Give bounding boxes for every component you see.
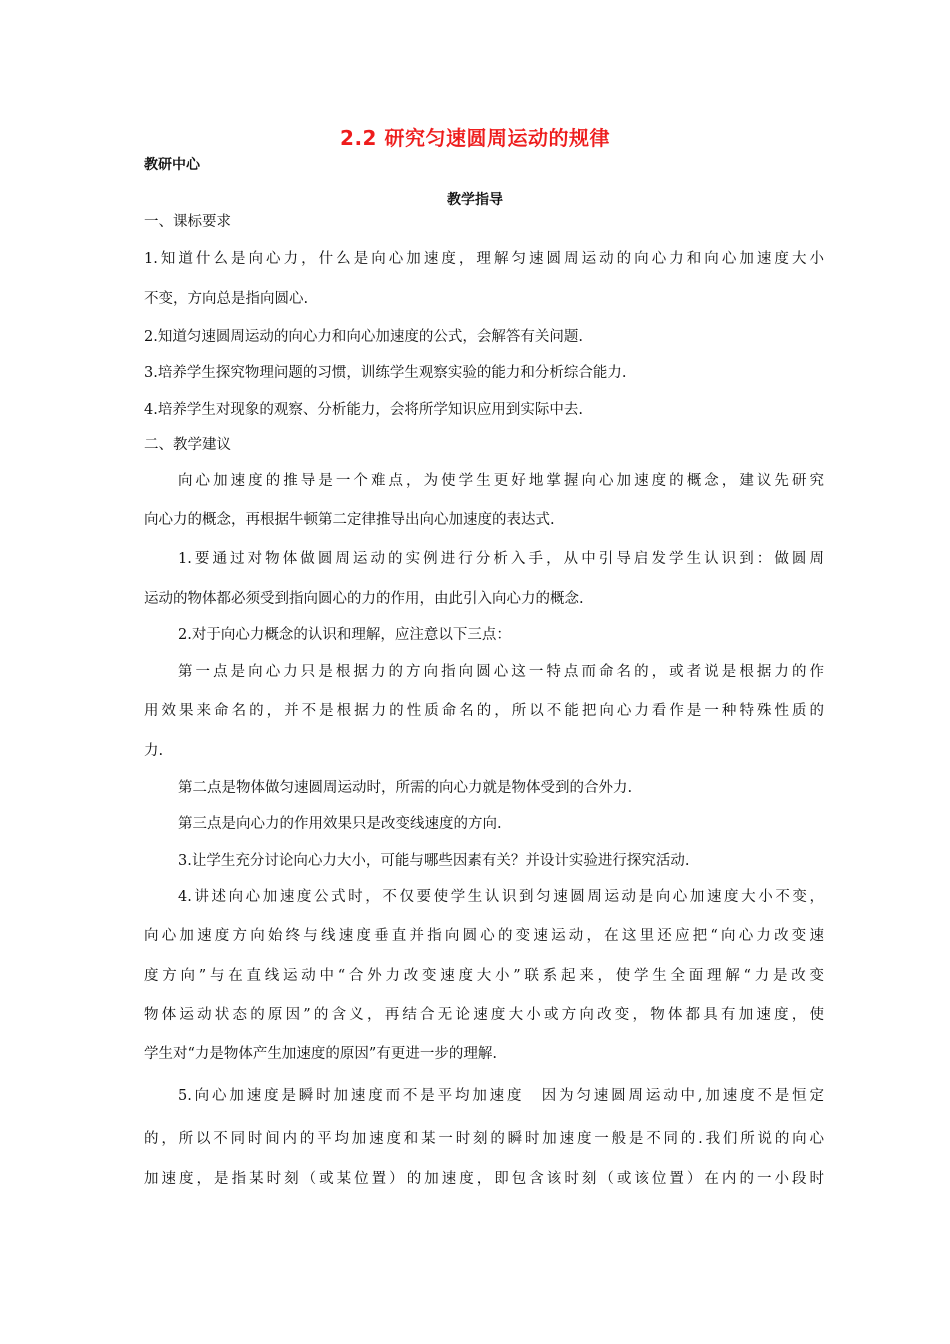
page-title: 2.2 研究匀速圆周运动的规律 — [340, 126, 610, 150]
body-line: 向心加速度方向始终与线速度垂直并指向圆心的变速运动，在这里还应把“向心力改变速 — [144, 928, 824, 944]
body-line: 向心加速度的推导是一个难点，为使学生更好地掌握向心加速度的概念，建议先研究 — [178, 473, 824, 489]
body-line: 第三点是向心力的作用效果只是改变线速度的方向. — [178, 816, 502, 832]
body-line: 2.对于向心力概念的认识和理解，应注意以下三点： — [178, 627, 511, 643]
body-line: 第二点是物体做匀速圆周运动时，所需的向心力就是物体受到的合外力. — [178, 780, 633, 796]
body-line: 不变，方向总是指向圆心. — [144, 291, 309, 307]
heading-curriculum: 一、课标要求 — [144, 214, 231, 230]
body-line: 3.让学生充分讨论向心力大小，可能与哪些因素有关？并设计实验进行探究活动. — [178, 853, 690, 869]
body-line: 4.讲述向心加速度公式时，不仅要使学生认识到匀速圆周运动是向心加速度大小不变， — [178, 889, 824, 905]
body-line: 5.向心加速度是瞬时加速度而不是平均加速度 因为匀速圆周运动中,加速度不是恒定 — [178, 1088, 824, 1104]
body-line: 运动的物体都必须受到指向圆心的力的作用，由此引入向心力的概念. — [144, 591, 584, 607]
body-line: 加速度，是指某时刻（或某位置）的加速度，即包含该时刻（或该位置）在内的一小段时 — [144, 1171, 824, 1187]
body-line: 第一点是向心力只是根据力的方向指向圆心这一特点而命名的，或者说是根据力的作 — [178, 664, 824, 680]
body-line: 用效果来命名的，并不是根据力的性质命名的，所以不能把向心力看作是一种特殊性质的 — [144, 703, 824, 719]
body-line: 1.要通过对物体做圆周运动的实例进行分析入手，从中引导启发学生认识到：做圆周 — [178, 551, 824, 567]
body-line: 1.知道什么是向心力，什么是向心加速度，理解匀速圆周运动的向心力和向心加速度大小 — [144, 251, 824, 267]
body-line: 的，所以不同时间内的平均加速度和某一时刻的瞬时加速度一般是不同的.我们所说的向心 — [144, 1131, 824, 1147]
body-line: 2.知道匀速圆周运动的向心力和向心加速度的公式，会解答有关问题. — [144, 329, 583, 345]
body-line: 力. — [144, 743, 164, 759]
body-line: 物体运动状态的原因”的含义，再结合无论速度大小或方向改变，物体都具有加速度，使 — [144, 1007, 824, 1023]
body-line: 3.培养学生探究物理问题的习惯，训练学生观察实验的能力和分析综合能力. — [144, 365, 627, 381]
author-label: 教研中心 — [144, 157, 200, 173]
body-line: 学生对“力是物体产生加速度的原因”有更进一步的理解. — [144, 1046, 497, 1062]
body-line: 度方向”与在直线运动中“合外力改变速度大小”联系起来，使学生全面理解“力是改变 — [144, 968, 824, 984]
body-line: 向心力的概念，再根据牛顿第二定律推导出向心加速度的表达式. — [144, 512, 555, 528]
body-line: 4.培养学生对现象的观察、分析能力，会将所学知识应用到实际中去. — [144, 402, 583, 418]
section-title: 教学指导 — [447, 192, 503, 208]
heading-suggestions: 二、教学建议 — [144, 437, 231, 453]
